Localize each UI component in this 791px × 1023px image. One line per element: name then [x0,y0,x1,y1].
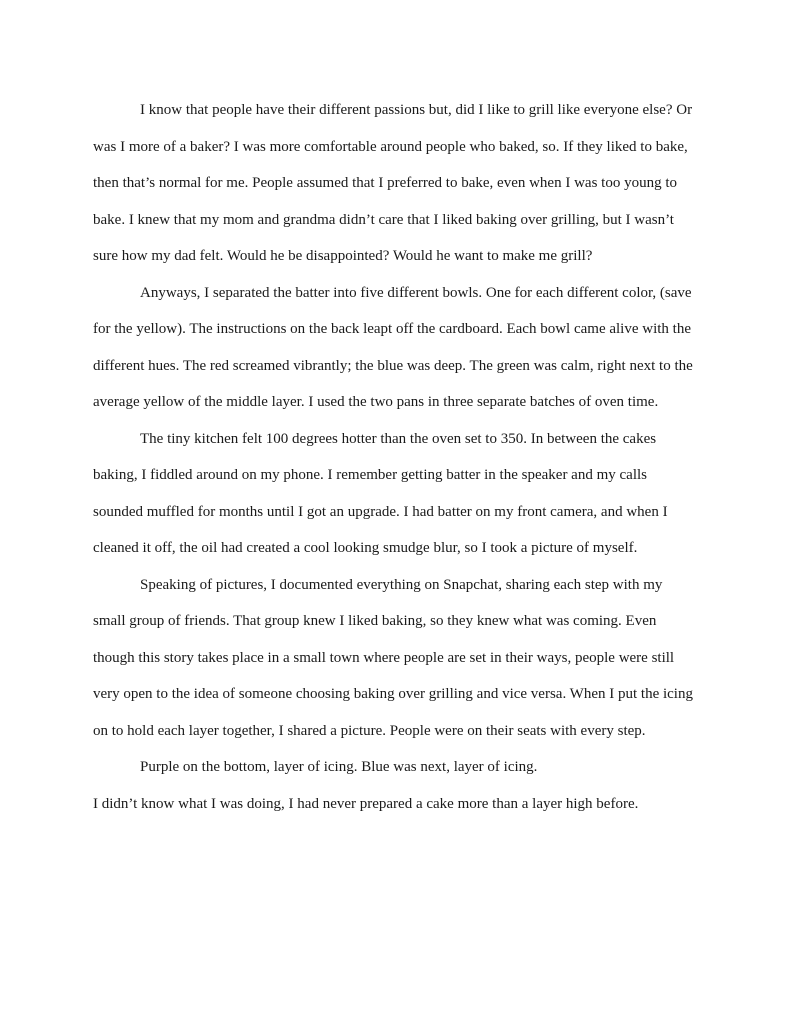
paragraph-layers: Purple on the bottom, layer of icing. Blue was next, layer of icing. [140,759,538,775]
paragraph-grill-or-bake: I know that people have their different passions but, did I like to grill like everyone else? Or was I more of a baker? I was more comfortable around people who baked, so. If they liked to bake, then that’s normal for me. People assumed that I preferred to bake, even when I was too young to bake. I knew that my mom and grandma didn’t care that I liked baking over grilling, but I wasn’t sure how my dad felt. Would he be disappointed? Would he want to make me grill? [93,102,693,264]
paragraph-separating-batter: Anyways, I separated the batter into five different bowls. One for each different color, (save for the yellow). The instructions on the back leapt off the cardboard. Each bowl came alive with the different hues. The red screamed vibrantly; the blue was deep. The green was calm, right next to the average yellow of the middle layer. I used the two pans in three separate batches of oven time. [93,284,693,410]
paragraph-first-tall-cake: I didn’t know what I was doing, I had never prepared a cake more than a layer high before. [93,795,639,812]
paragraph-hot-kitchen: The tiny kitchen felt 100 degrees hotter than the oven set to 350. In between the cakes baking, I fiddled around on my phone. I remember getting batter in the speaker and my calls sounded muffled for months until I got an upgrade. I had batter on my front camera, and when I cleaned it off, the oil had created a cool looking smudge blur, so I took a picture of myself. [93,430,668,556]
paragraph-snapchat: Speaking of pictures, I documented everything on Snapchat, sharing each step with my small group of friends. That group knew I liked baking, so they knew what was coming. Even though this story takes place in a small town where people are set in their ways, people were still very open to the idea of someone choosing baking over grilling and vice versa. When I put the icing on to hold each layer together, I shared a picture. People were on their seats with every step. [93,576,693,739]
